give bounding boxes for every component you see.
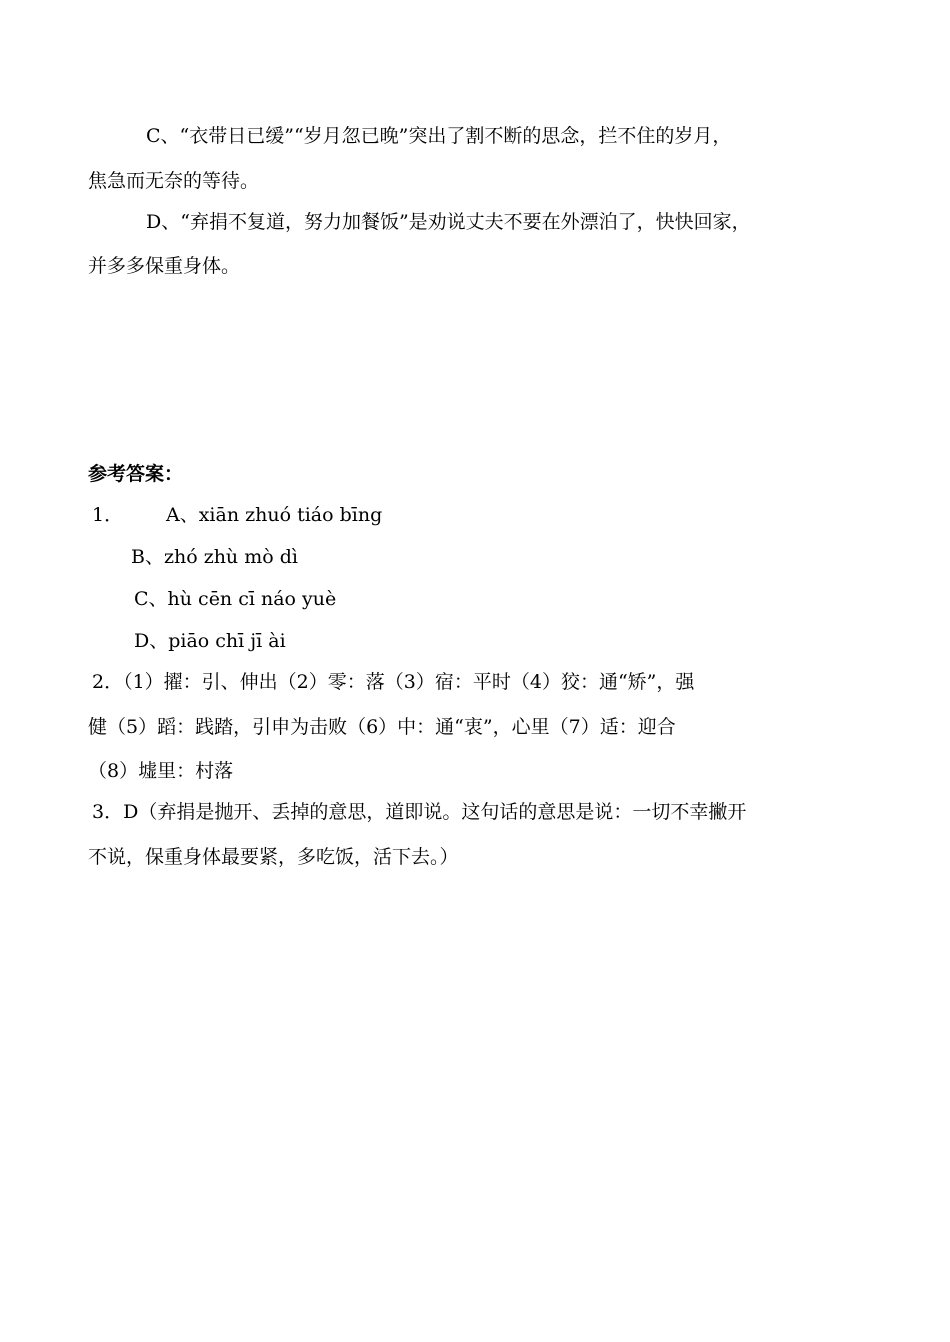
q1-number: 1．: [92, 504, 124, 526]
q3-answer-line-1: 3．D（弃捐是抛开、丢掉的意思，道即说。这句话的意思是说：一切不幸撇开: [92, 801, 747, 823]
q2-answer-line-1: 2．（1）擢：引、伸出（2）零：落（3）宿：平时（4）狡：通“矫”，强: [92, 671, 695, 693]
answers-heading: 参考答案：: [88, 463, 184, 485]
option-c-line-1: C、“衣带日已缓”“岁月忽已晚”突出了割不断的思念，拦不住的岁月，: [146, 125, 732, 147]
q1-answer-b: B、zhó zhù mò dì: [131, 546, 298, 568]
q1-answer-c: C、hù cēn cī náo yuè: [134, 588, 337, 610]
option-d-line-2: 并多多保重身体。: [88, 255, 241, 277]
q2-answer-line-2: 健（5）蹈：践踏，引申为击败（6）中：通“衷”，心里（7）适：迎合: [88, 716, 676, 738]
q2-answer-line-3: （8）墟里：村落: [88, 760, 234, 782]
q3-answer-line-2: 不说，保重身体最要紧，多吃饭，活下去。）: [88, 846, 459, 868]
q1-answer-a: A、xiān zhuó tiáo bīng: [166, 504, 383, 526]
q1-answer-d: D、piāo chī jī ài: [134, 630, 286, 652]
option-c-line-2: 焦急而无奈的等待。: [88, 170, 260, 192]
option-d-line-1: D、“弃捐不复道，努力加餐饭”是劝说丈夫不要在外漂泊了，快快回家，: [146, 211, 751, 233]
